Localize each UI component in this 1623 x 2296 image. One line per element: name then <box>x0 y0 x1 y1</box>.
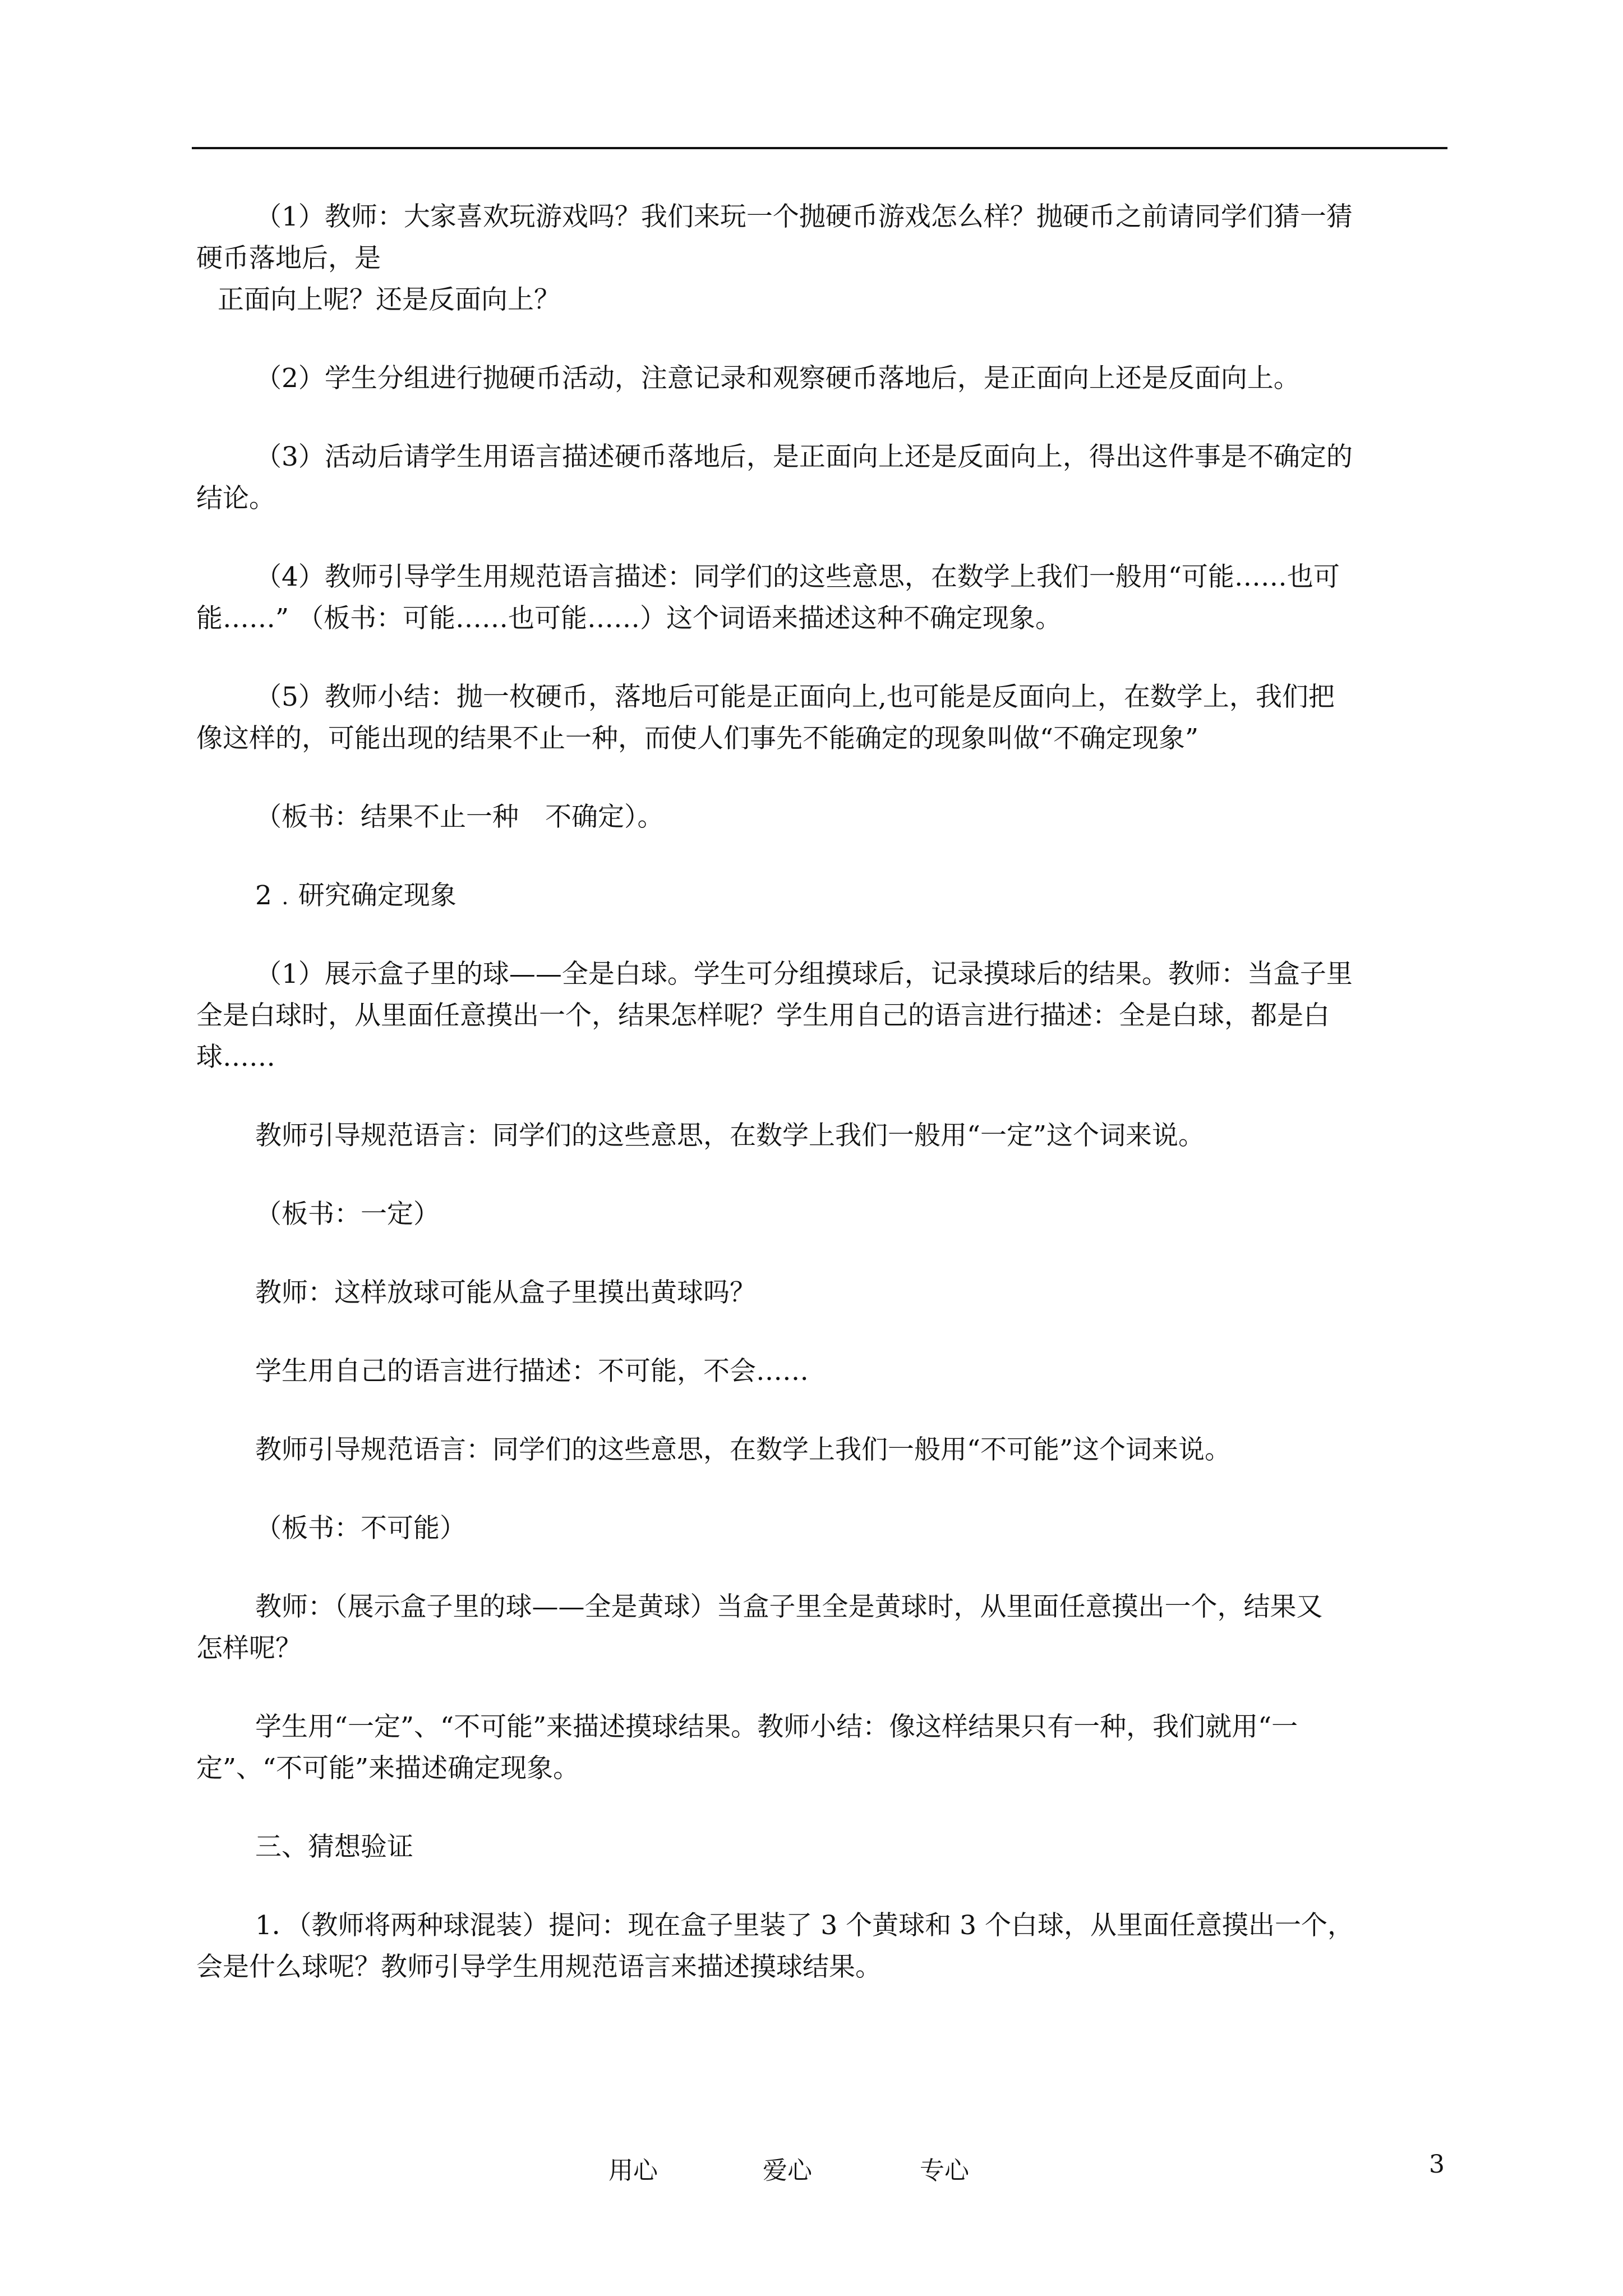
paragraph-line: 能……” （板书：可能……也可能……）这个词语来描述这种不确定现象。 <box>196 603 1062 634</box>
paragraph-line: 学生用“一定”、“不可能”来描述摸球结果。教师小结：像这样结果只有一种，我们就用“一 <box>255 1711 1298 1742</box>
paragraph-line: （板书：一定） <box>255 1199 440 1230</box>
paragraph-line: （3）活动后请学生用语言描述硬币落地后，是正面向上还是反面向上，得出这件事是不确定的 <box>255 441 1353 472</box>
paragraph-line: （1）教师：大家喜欢玩游戏吗？我们来玩一个抛硬币游戏怎么样？抛硬币之前请同学们猜一猜 <box>255 201 1353 232</box>
paragraph-line: 怎样呢？ <box>196 1633 302 1664</box>
paragraph-line: 教师引导规范语言：同学们的这些意思，在数学上我们一般用“一定”这个词来说。 <box>255 1120 1205 1151</box>
section-heading: 2﹒研究确定现象 <box>255 880 457 911</box>
document-body <box>196 196 1447 1988</box>
paragraph-14 <box>196 1508 1447 1549</box>
paragraph-line: 结论。 <box>196 483 275 514</box>
paragraph-line: 教师：（展示盒子里的球——全是黄球）当盒子里全是黄球时，从里面任意摸出一个，结果又 <box>255 1591 1323 1622</box>
paragraph-10 <box>196 1194 1447 1235</box>
section-heading: 三、猜想验证 <box>255 1832 413 1862</box>
paragraph-16 <box>196 1706 1447 1789</box>
paragraph-3 <box>196 436 1447 519</box>
paragraph-line: （1）展示盒子里的球——全是白球。学生可分组摸球后，记录摸球后的结果。教师：当盒子里 <box>255 959 1353 990</box>
paragraph-15 <box>196 1586 1447 1669</box>
paragraph-line: 1．（教师将两种球混装）提问：现在盒子里装了 3 个黄球和 3 个白球，从里面任意摸出一个， <box>255 1910 1354 1941</box>
paragraph-4 <box>196 556 1447 639</box>
paragraph-13 <box>196 1429 1447 1471</box>
header-rule <box>192 147 1447 149</box>
paragraph-line: （板书：不可能） <box>255 1513 466 1544</box>
paragraph-6 <box>196 797 1447 838</box>
paragraph-line: （2）学生分组进行抛硬币活动，注意记录和观察硬币落地后，是正面向上还是反面向上。 <box>255 363 1300 394</box>
paragraph-5 <box>196 677 1447 760</box>
footer-motto-2: 爱心 <box>763 2156 812 2185</box>
paragraph-line: 正面向上呢？还是反面向上？ <box>218 284 560 315</box>
page-footer <box>0 2150 1623 2184</box>
paragraph-line: （5）教师小结：抛一枚硬币，落地后可能是正面向上,也可能是反面向上，在数学上，我们把 <box>255 682 1335 712</box>
paragraph-line: 会是什么球呢？教师引导学生用规范语言来描述摸球结果。 <box>196 1952 882 1982</box>
paragraph-line: 全是白球时，从里面任意摸出一个，结果怎样呢？学生用自己的语言进行描述：全是白球，都是白 <box>196 1000 1330 1031</box>
paragraph-1 <box>196 196 1447 321</box>
section-heading-2 <box>196 875 1447 917</box>
paragraph-line: 定”、“不可能”来描述确定现象。 <box>196 1753 580 1784</box>
paragraph-line: 球…… <box>196 1042 275 1073</box>
paragraph-line: 学生用自己的语言进行描述：不可能，不会…… <box>255 1356 809 1387</box>
paragraph-line: 教师引导规范语言：同学们的这些意思，在数学上我们一般用“不可能”这个词来说。 <box>255 1434 1232 1465</box>
paragraph-11 <box>196 1272 1447 1314</box>
section-heading-3 <box>196 1826 1447 1868</box>
paragraph-line: （4）教师引导学生用规范语言描述：同学们的这些意思，在数学上我们一般用“可能……也可 <box>255 562 1340 592</box>
paragraph-9 <box>196 1115 1447 1157</box>
paragraph-2 <box>196 358 1447 399</box>
paragraph-8 <box>196 954 1447 1078</box>
paragraph-line: 教师：这样放球可能从盒子里摸出黄球吗？ <box>255 1277 756 1308</box>
paragraph-line: 像这样的，可能出现的结果不止一种，而使人们事先不能确定的现象叫做“不确定现象” <box>196 723 1199 754</box>
paragraph-line: （板书：结果不止一种 不确定）。 <box>255 802 664 832</box>
page-number: 3 <box>1429 2150 1445 2179</box>
paragraph-12 <box>196 1351 1447 1392</box>
footer-motto-1: 用心 <box>608 2156 658 2185</box>
paragraph-line: 硬币落地后，是 <box>196 243 381 274</box>
paragraph-18 <box>196 1905 1447 1988</box>
footer-motto-3: 专心 <box>920 2156 969 2185</box>
